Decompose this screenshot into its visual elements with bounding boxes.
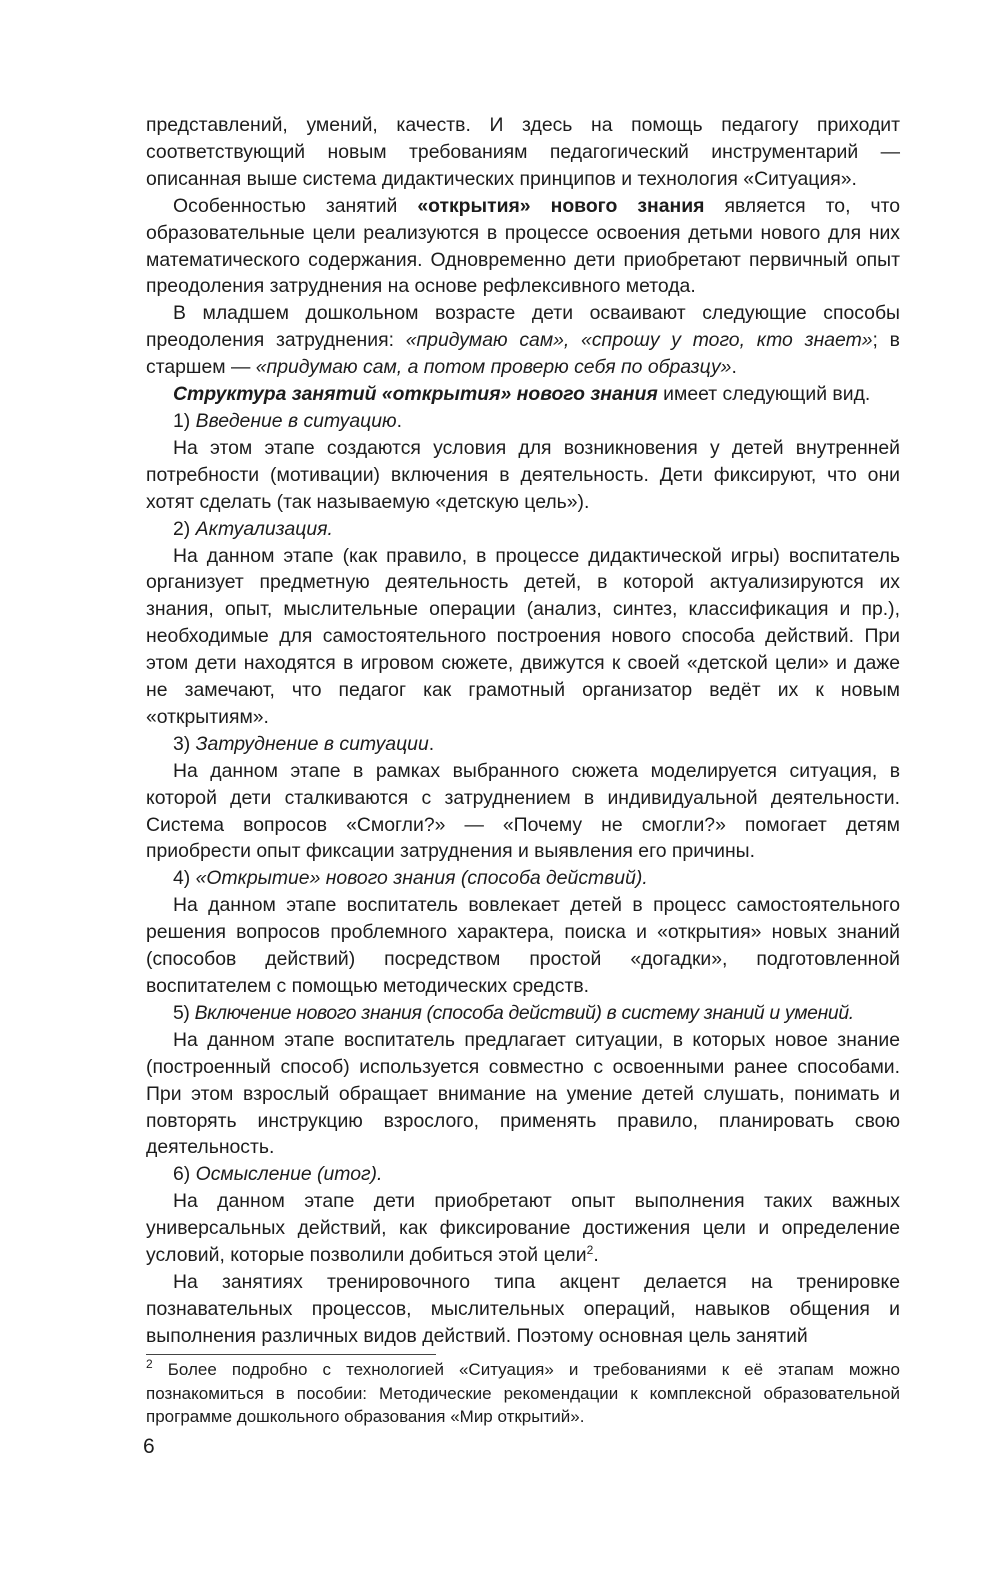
paragraph: В младшем дошкольном возрасте дети осваивают следующие способы преодоления затруднения: «придумаю сам», «спрошу у того, кто знает»; в старшем — «придумаю сам, а потом проверю себя по образцу».	[146, 302, 900, 379]
paragraph: На данном этапе воспитатель вовлекает детей в процесс самостоятельного решения вопросов проблемного характера, поиска и «открытия» новых знаний (способов действий) посредством простой «догадки», подготовленной воспитателем с помощью методических средств.	[146, 894, 900, 997]
stage-heading: 5) Включение нового знания (способа действий) в систему знаний и умений.	[173, 1001, 854, 1024]
stage-heading: 6) Осмысление (итог).	[173, 1163, 383, 1186]
paragraph: На данном этапе воспитатель предлагает ситуации, в которых новое знание (построенный способ) используется совместно с освоенными ранее способами. При этом взрослый обращает внимание на умение детей слушать, понимать и повторять инструкцию взрослого, применять правило, планировать свою деятельность.	[146, 1028, 900, 1159]
footnote-text: Более подробно с технологией «Ситуация» и требованиями к её этапам можно познакомиться в пособии: Методические рекомендации к комплексной образовательной программе дошкольного образования «Мир открытий».	[146, 1360, 900, 1426]
footnote-ref[interactable]: 2	[586, 1243, 594, 1258]
paragraph: представлений, умений, качеств. И здесь на помощь педагогу приходит соответствующий новым требованиям педагогический инструментарий — описанная выше система дидактических принципов и технология «Ситуация».	[146, 114, 900, 190]
stage-heading: 4) «Открытие» нового знания (способа действий).	[173, 867, 648, 890]
paragraph: На данном этапе в рамках выбранного сюжета моделируется ситуация, в которой дети сталкиваются с затруднением в индивидуальной деятельности. Система вопросов «Смогли?» — «Почему не смогли?» помогает детям приобрести опыт фиксации затруднения и выявления его причины.	[146, 759, 900, 863]
paragraph: На данном этапе дети приобретают опыт выполнения таких важных универсальных действий, как фиксирование достижения цели и определение условий, которые позволили добиться этой цели$^2$.	[146, 1190, 900, 1267]
paragraph: На занятиях тренировочного типа акцент делается на тренировке познавательных процессов, мыслительных операций, навыков общения и выполнения различных видов действий. Поэтому основная цель занятий	[146, 1270, 900, 1347]
stage-heading: 1) Введение в ситуацию.	[173, 409, 403, 432]
paragraph: На данном этапе (как правило, в процессе дидактической игры) воспитатель организует предметную деятельность детей, в которой актуализируются их знания, опыт, мыслительные операции (анализ, синтез, классификация и пр.), необходимые для самостоятельного построения нового способа действий. При этом дети находятся в игровом сюжете, движутся к своей «детской цели» и даже не замечают, что педагог как грамотный организатор ведёт их к новым «открытиям».	[146, 544, 900, 728]
stage-heading: 3) Затруднение в ситуации.	[173, 732, 435, 755]
footnote-marker: 2	[146, 1357, 153, 1371]
paragraph: На этом этапе создаются условия для возникновения у детей внутренней потребности (мотивации) включения в деятельность. Дети фиксируют, что они хотят сделать (так называемую «детскую цель»).	[146, 436, 900, 513]
stage-heading: 2) Актуализация.	[173, 517, 333, 540]
body-text	[146, 112, 900, 1350]
footnote-divider	[146, 1354, 436, 1355]
section-heading: Структура занятий «открытия» нового знания имеет следующий вид.	[173, 383, 871, 406]
paragraph: Особенностью занятий «открытия» нового знания является то, что образовательные цели реализуются в процессе освоения детьми нового для них математического содержания. Одновременно дети приобретают первичный опыт преодоления затруднения на основе рефлексивного метода.	[146, 194, 901, 298]
footnote	[146, 1358, 900, 1429]
page-number: 6	[143, 1435, 155, 1458]
